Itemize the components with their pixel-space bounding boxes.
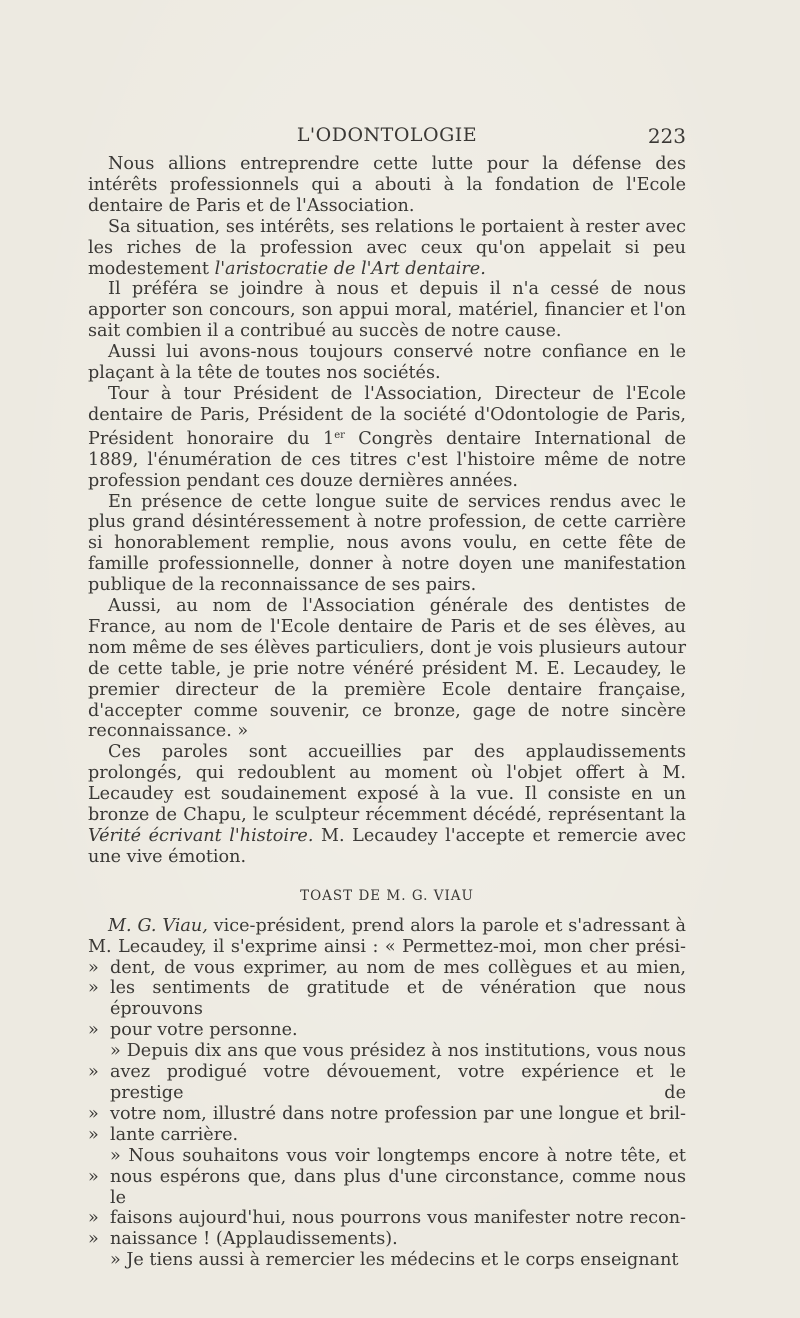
quote-line [88,1020,686,1041]
paragraph-5-superscript: er [334,429,345,441]
quote-line [88,1250,686,1271]
quote-mark: » [88,1229,99,1250]
paragraph-8-italic: Vérité écrivant l'histoire. [88,826,314,846]
paragraph-6: En présence de cette longue suite de services rendus avec le plus grand désintéressement à notre profession, de cette carrière si honorablement remplie, nous avons voulu, en cette fête de famille professionnelle, donner à notre doyen une manifestation publique de la reconnaissance de ses pairs. [88,491,686,596]
toast-intro-line-1 [88,916,686,937]
quote-line-text: naissance ! (Applaudissements). [110,1229,398,1250]
quote-line-text: faisons aujourd'hui, nous pourrons vous manifester notre recon- [110,1208,686,1229]
quote-line [88,1167,686,1209]
paragraph-5 [88,384,686,492]
quote-mark: » [88,1020,99,1041]
quote-mark: » [88,957,99,978]
paragraph-2 [88,217,686,280]
paragraph-5-text-a: Tour à tour Président de l'Association, Directeur de l'Ecole dentaire de Paris, Président de la société d'Odontologie de Paris, Président honoraire du 1 [88,383,686,449]
quote-line-text: lante carrière. [110,1124,239,1145]
paragraph-8-text-a: Ces paroles sont accueillies par des applaudissements prolongés, qui redoublent au moment où l'objet offert à M. Lecaudey est soudainement exposé à la vue. Il consiste en un bronze de Chapu, le sculpteur récemment décédé, représentant la [88,742,686,826]
toast-intro-line-2 [88,937,686,958]
quote-line-text: avez prodigué votre dévouement, votre expérience et le prestige de [110,1062,686,1103]
paragraph-3: Il préféra se joindre à nous et depuis il n'a cessé de nous apporter son concours, son appui moral, matériel, financier et l'on sait combien il a contribué au succès de notre cause. [88,279,686,342]
quote-mark: » [88,1208,99,1229]
toast-intro-line-2-text: M. Lecaudey, il s'exprime ainsi : « Permettez-moi, mon cher prési- [88,936,686,957]
section-title: TOAST DE M. G. VIAU [300,887,474,904]
quote-line [88,1146,686,1167]
quote-line-text: nous espérons que, dans plus d'une circonstance, comme nous le [110,1166,686,1208]
quote-line [88,1062,686,1104]
quote-line-text: » Depuis dix ans que vous présidez à nos institutions, vous nous [110,1041,686,1062]
toast-speech [88,916,686,1271]
quote-line [88,1229,686,1250]
quote-line-text: » Je tiens aussi à remercier les médecins et le corps enseignant [110,1250,679,1271]
quote-mark: » [88,1166,99,1187]
quote-mark: » [88,978,99,999]
quote-mark: » [88,1103,99,1124]
page-number: 223 [647,124,686,148]
paragraph-5-text-b: Congrès dentaire International de 1889, l'énumération de ces titres c'est l'histoire même de notre profession pendant ces douze dernières années. [88,428,686,491]
body-text [88,154,686,1271]
running-title: L'ODONTOLOGIE [296,124,478,146]
toast-speaker: M. G. Viau, [108,915,208,936]
quote-line-text: les sentiments de gratitude et de vénération que nous éprouvons [110,978,686,1020]
page-header [88,124,686,152]
quote-line [88,978,686,1020]
quote-line-text: votre nom, illustré dans notre profession par une longue et bril- [110,1103,686,1124]
paragraph-7: Aussi, au nom de l'Association générale des dentistes de France, au nom de l'Ecole dentaire de Paris et de ses élèves, au nom même de ses élèves particuliers, dont je vois plusieurs autour de cette table, je prie notre vénéré président M. E. Lecaudey, le premier directeur de la première Ecole dentaire française, d'accepter comme souvenir, ce bronze, gage de notre sincère reconnaissance. » [88,596,686,742]
quote-mark: » [88,1062,99,1083]
quote-line-text: dent, de vous exprimer, au nom de mes collègues et au mien, [110,957,686,978]
quote-line-text: pour votre personne. [110,1020,298,1041]
paragraph-4: Aussi lui avons-nous toujours conservé notre confiance en le plaçant à la tête de toutes nos sociétés. [88,342,686,384]
paragraph-8 [88,742,686,867]
quote-line [88,958,686,979]
toast-quote-lines [88,958,686,1272]
quote-line-text: » Nous souhaitons vous voir longtemps encore à notre tête, et [110,1145,686,1166]
quote-line [88,1041,686,1062]
paragraph-1: Nous allions entreprendre cette lutte pour la défense des intérêts professionnels qui a abouti à la fondation de l'Ecole dentaire de Paris et de l'Association. [88,154,686,216]
paragraph-2-italic: l'aristocratie de l'Art dentaire. [214,258,486,279]
quote-line [88,1208,686,1229]
paragraph-2-text: Sa situation, ses intérêts, ses relations le portaient à rester avec les riches de la profession avec ceux qu'on appelait si peu modestement [88,216,686,279]
toast-intro-text: vice-président, prend alors la parole et s'adressant à [207,915,686,936]
quote-mark: » [88,1124,99,1145]
quote-line [88,1104,686,1125]
paragraph-8-text-b: M. Lecaudey l'accepte et remercie avec une vive émotion. [88,826,686,867]
quote-line [88,1125,686,1146]
